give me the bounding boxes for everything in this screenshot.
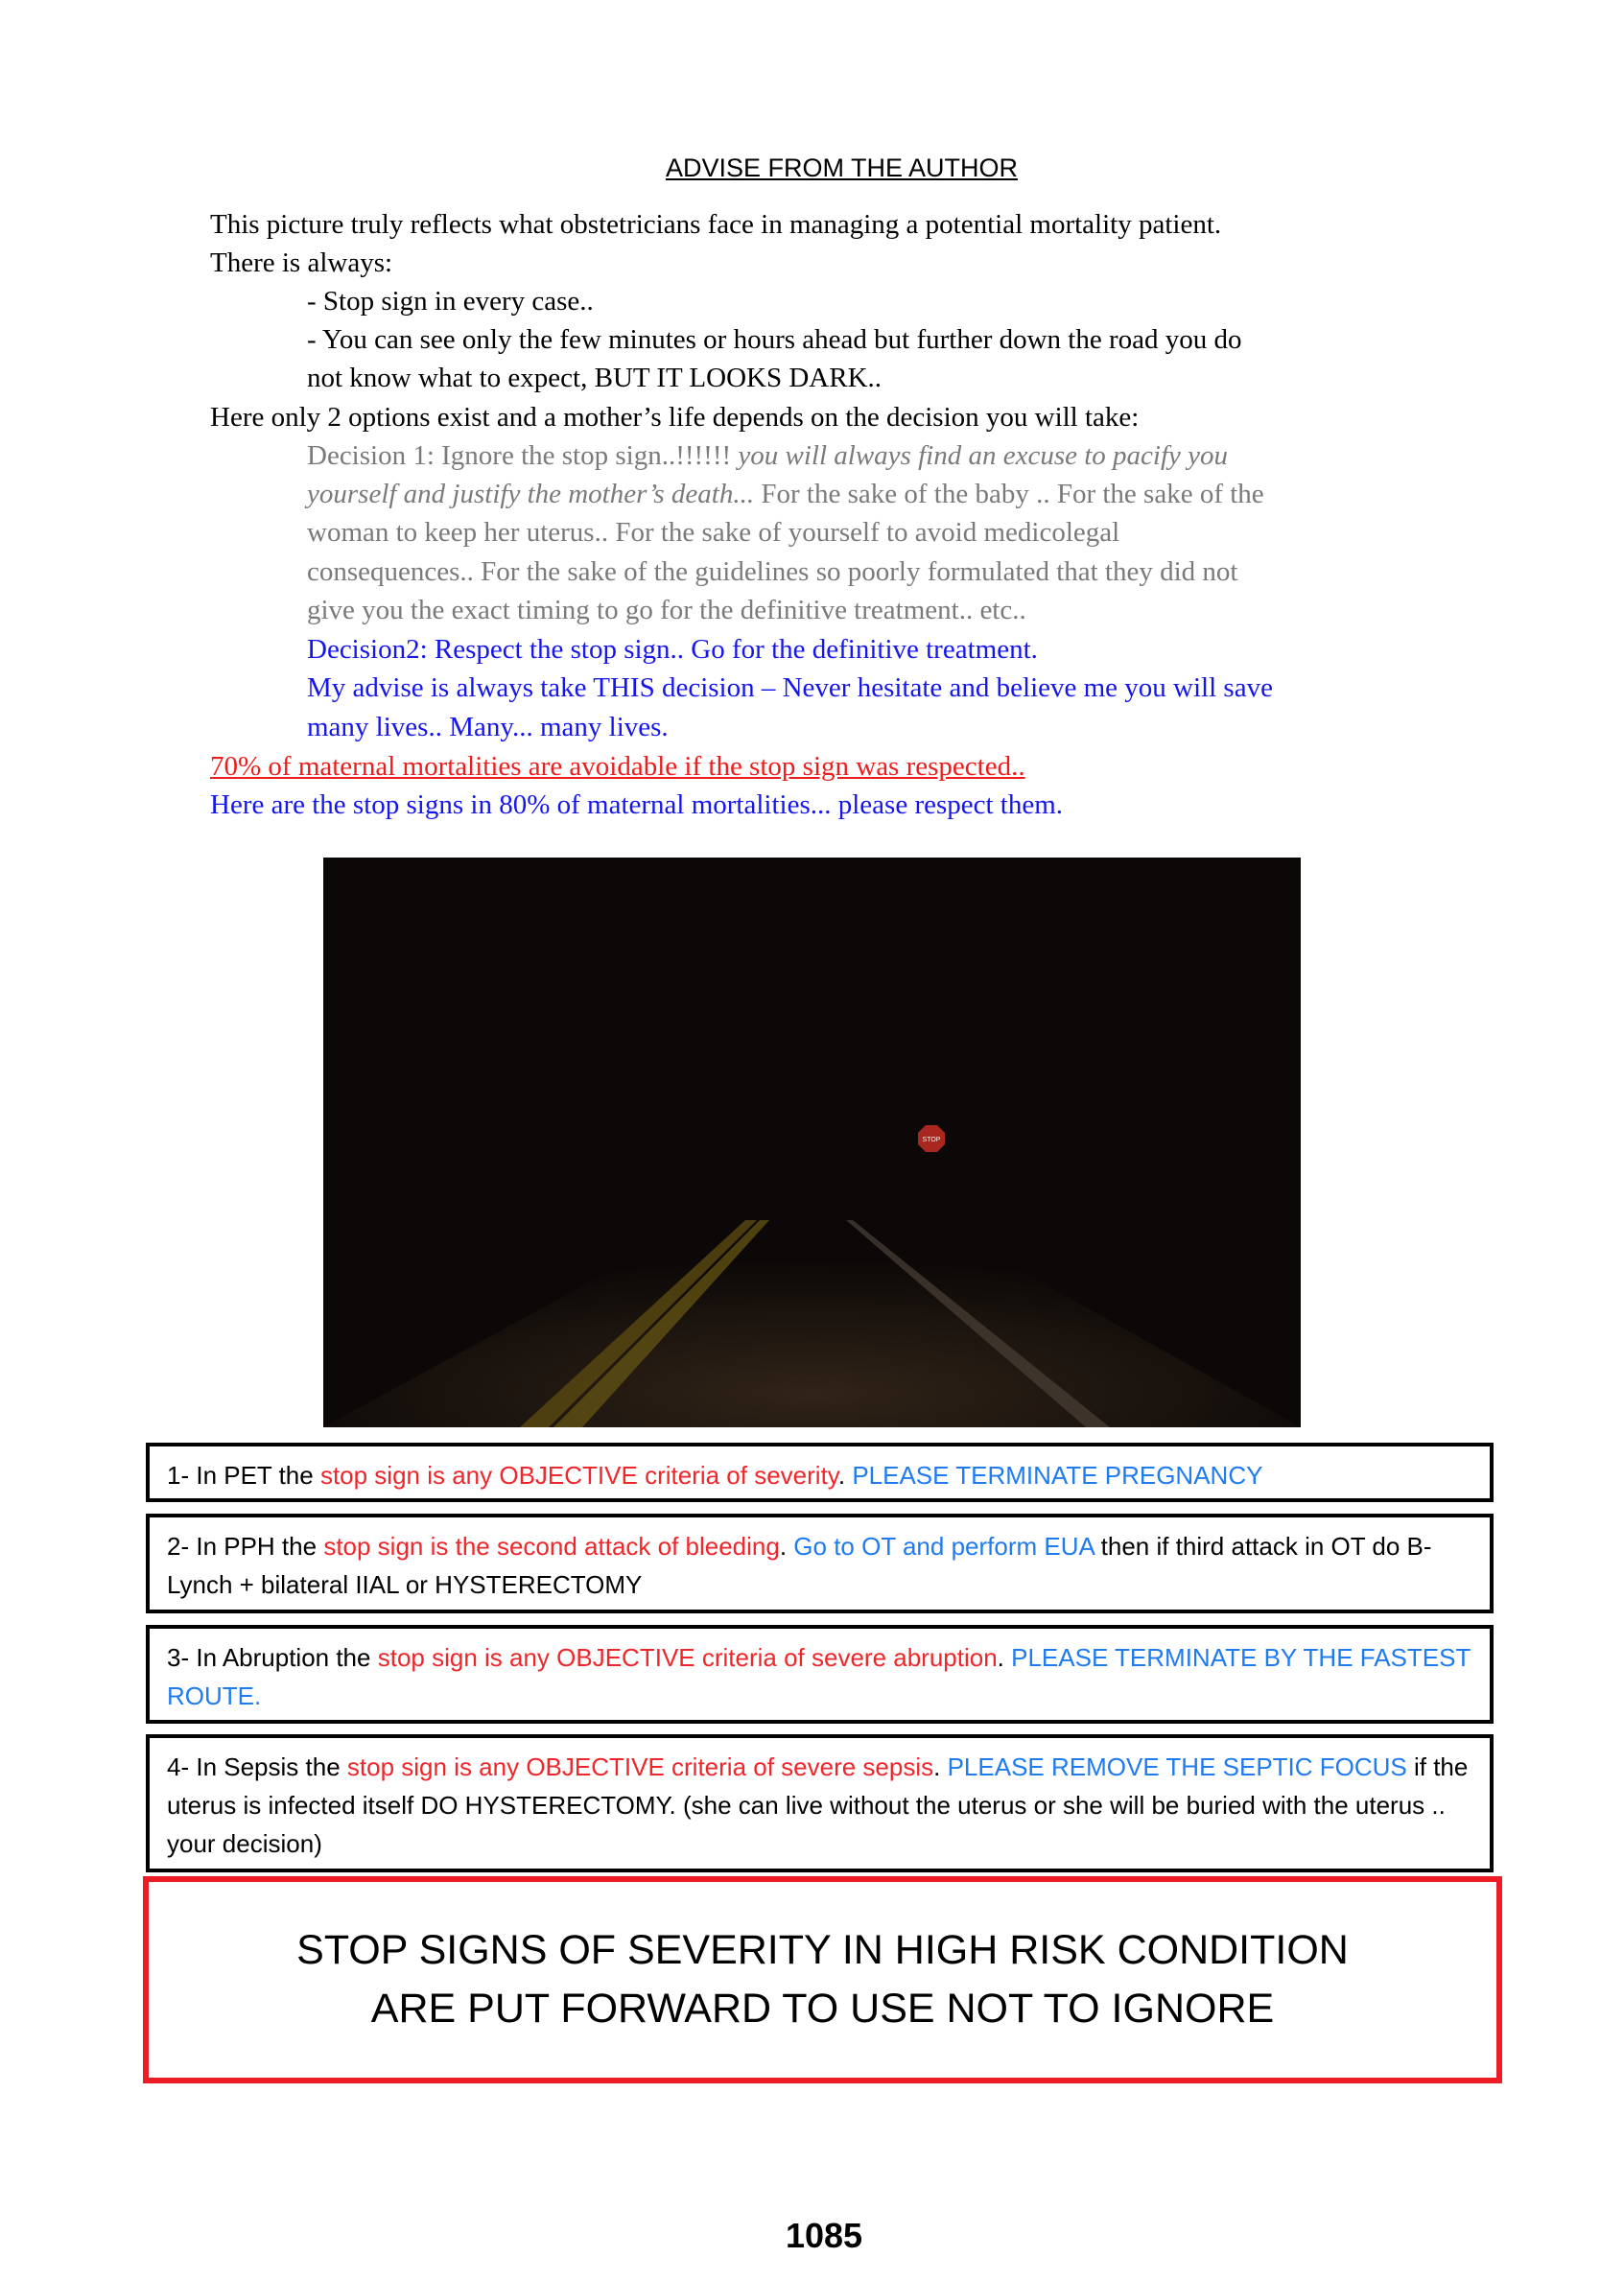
decision1-line bbox=[307, 438, 1228, 473]
box-stop-sign: stop sign is any OBJECTIVE criteria of severe sepsis bbox=[346, 1752, 934, 1781]
page-number: 1085 bbox=[785, 2216, 863, 2255]
box-text: 4- In Sepsis the bbox=[167, 1752, 347, 1781]
box-text: 2- In PPH the bbox=[167, 1532, 324, 1561]
decision1-italic: you will always find an excuse to pacify you bbox=[738, 440, 1229, 471]
decision1-line bbox=[307, 477, 1264, 511]
banner-line: ARE PUT FORWARD TO USE NOT TO IGNORE bbox=[370, 1986, 1275, 2032]
bullet: not know what to expect, BUT IT LOOKS DARK.. bbox=[307, 363, 883, 393]
box-stop-sign: stop sign is any OBJECTIVE criteria of severity bbox=[319, 1461, 838, 1490]
stop-sign-box-pph bbox=[146, 1514, 1494, 1613]
box-action: Go to OT and perform EUA bbox=[793, 1532, 1094, 1561]
stop-signs-banner bbox=[143, 1876, 1502, 2083]
decision2-line: Decision2: Respect the stop sign.. Go for the definitive treatment. bbox=[307, 634, 1038, 665]
stop-sign-icon bbox=[918, 1125, 945, 1152]
decision1-text: Decision 1: Ignore the stop sign..!!!!!! bbox=[307, 440, 739, 471]
red-statement: 70% of maternal mortalities are avoidable if the stop sign was respected.. bbox=[210, 751, 1025, 782]
box-text: then if third attack in OT do B-Lynch + bilateral IIAL or HYSTERECTOMY bbox=[167, 1532, 1432, 1599]
decision1-line: woman to keep her uterus.. For the sake of yourself to avoid medicolegal bbox=[307, 517, 1120, 548]
box-action: PLEASE TERMINATE BY THE FASTEST ROUTE. bbox=[167, 1643, 1471, 1710]
box-text: 3- In Abruption the bbox=[167, 1643, 378, 1672]
decision1-text: For the sake of the baby .. For the sake of the bbox=[754, 479, 1264, 509]
box-action: PLEASE REMOVE THE SEPTIC FOCUS bbox=[947, 1752, 1407, 1781]
box-text: . bbox=[997, 1643, 1012, 1672]
decision1-line: consequences.. For the sake of the guidelines so poorly formulated that they did not bbox=[307, 556, 1238, 587]
dark-road-photo bbox=[323, 858, 1301, 1427]
box-text: 1- In PET the bbox=[167, 1461, 320, 1490]
box-stop-sign: stop sign is any OBJECTIVE criteria of severe abruption bbox=[377, 1643, 998, 1672]
box-text: . bbox=[779, 1532, 794, 1561]
decision2-line: My advise is always take THIS decision – Never hesitate and believe me you will save bbox=[307, 672, 1273, 703]
box-text: . bbox=[933, 1752, 948, 1781]
box-text: . bbox=[837, 1461, 853, 1490]
decision1-line: give you the exact timing to go for the definitive treatment.. etc.. bbox=[307, 595, 1026, 625]
box-stop-sign: stop sign is the second attack of bleeding bbox=[323, 1532, 780, 1561]
bullet: - You can see only the few minutes or hours ahead but further down the road you do bbox=[307, 324, 1242, 355]
bullet: - Stop sign in every case.. bbox=[307, 286, 594, 317]
banner-line: STOP SIGNS OF SEVERITY IN HIGH RISK CONDITION bbox=[296, 1927, 1349, 1973]
road-illustration bbox=[323, 858, 1301, 1427]
stop-sign-box-sepsis bbox=[146, 1734, 1494, 1872]
stop-sign-box-pet bbox=[146, 1443, 1494, 1502]
page-title: ADVISE FROM THE AUTHOR bbox=[665, 153, 1019, 182]
box-action: PLEASE TERMINATE PREGNANCY bbox=[852, 1461, 1263, 1490]
svg-text:STOP: STOP bbox=[922, 1137, 941, 1143]
intro-line: Here only 2 options exist and a mother’s life depends on the decision you will take: bbox=[210, 402, 1140, 433]
intro-line: This picture truly reflects what obstetricians face in managing a potential mortality patient. bbox=[210, 209, 1222, 240]
intro-line: There is always: bbox=[210, 247, 393, 278]
decision1-italic: yourself and justify the mother’s death... bbox=[307, 479, 755, 509]
stop-sign-box-abruption bbox=[146, 1625, 1494, 1724]
box-text: if the uterus is infected itself DO HYSTERECTOMY. (she can live without the uterus or she will be buried with the uterus .. your decision) bbox=[167, 1752, 1469, 1858]
decision2-line: many lives.. Many... many lives. bbox=[307, 712, 669, 742]
blue-statement: Here are the stop signs in 80% of maternal mortalities... please respect them. bbox=[210, 789, 1064, 820]
